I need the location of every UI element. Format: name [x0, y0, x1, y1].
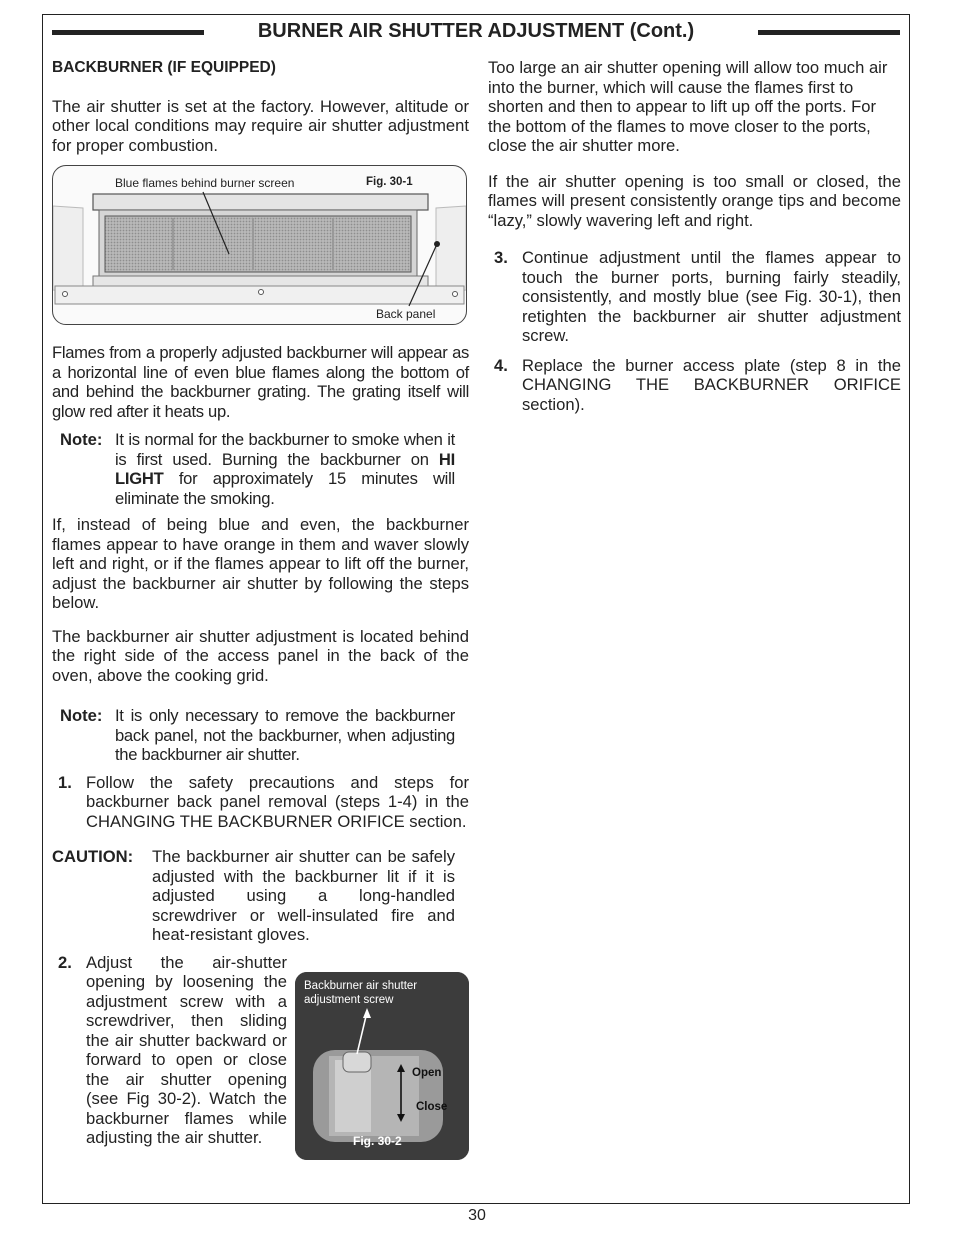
left-column: [52, 58, 469, 1160]
flames-paragraph: Flames from a properly adjusted backburner will appear as a horizontal line of even blue flames along the bottom of and behind the backburner grating. The grating itself will glow red after it heats up.: [52, 343, 469, 421]
step-4: [494, 356, 901, 415]
note-smoke: [60, 430, 455, 508]
page-number: 30: [468, 1207, 486, 1224]
step-text: Adjust the air-shutter opening by loosening the adjustment screw with a screwdriver, then sliding the air shutter backward or forward to open or close the air shutter opening (see Fig 30-2). Watch the backburner flames while adjusting the air shutter.: [86, 952, 287, 1147]
step-2: [58, 953, 469, 1160]
page-title: BURNER AIR SHUTTER ADJUSTMENT (Cont.): [52, 17, 900, 45]
fig2-screw-label: Backburner air shutter adjustment screw: [304, 979, 418, 1006]
note-panel: [60, 706, 455, 765]
fig1-id: Fig. 30-1: [366, 176, 413, 188]
located-paragraph: The backburner air shutter adjustment is located behind the right side of the access panel in the back of the oven, above the cooking grid.: [52, 626, 469, 685]
fig2-id: Fig. 30-2: [353, 1133, 402, 1148]
step-number: 3.: [494, 248, 508, 267]
intro-paragraph: The air shutter is set at the factory. However, altitude or other local conditions may require air shutter adjustment for proper combustion.: [52, 96, 469, 155]
caution-text: The backburner air shutter can be safely adjusted with the backburner lit if it is adjusted using a long-handled screwdriver or well-insulated fire and heat-resistant gloves.: [152, 847, 455, 944]
step-3: [494, 248, 901, 346]
step-number: 4.: [494, 355, 508, 375]
instead-paragraph: If, instead of being blue and even, the backburner flames appear to have orange in them and waver slowly left and right, or if the flames appear to lift off the burner, adjust the backburner air shutter by following the steps below.: [52, 515, 469, 612]
caution-block: [52, 847, 455, 945]
right-column: [488, 58, 901, 414]
note2-text: It is only necessary to remove the backburner back panel, not the backburner, when adjusting the backburner air shutter.: [115, 706, 455, 764]
step-text: Follow the safety precautions and steps for backburner back panel removal (steps 1-4) in the CHANGING THE BACKBURNER ORIFICE section.: [86, 772, 469, 831]
subheading: BACKBURNER (IF EQUIPPED): [52, 59, 276, 76]
fig2-open-label: Open: [412, 1066, 442, 1079]
step-number: 1.: [58, 772, 72, 792]
step-2-body: [86, 953, 469, 1160]
too-small-paragraph: If the air shutter opening is too small or closed, the flames will present consistently orange tips and become “lazy,” slowly wavering left and right.: [488, 171, 901, 230]
fig1-flames-label: Blue flames behind burner screen: [115, 176, 295, 190]
caution-label: CAUTION:: [52, 847, 134, 866]
figure-30-2: [295, 972, 469, 1160]
fig2-close-label: Close: [416, 1100, 448, 1113]
step-text: Continue adjustment until the flames appear to touch the burner ports, burning fairly steadily, consistently, and mostly blue (see Fig. 30-1), then retighten the backburner air shutter adjustment screw.: [522, 248, 901, 345]
section-header: [52, 17, 900, 45]
step-1: [58, 773, 469, 832]
too-large-paragraph: Too large an air shutter opening will allow too much air into the burner, which will cause the flames first to shorten and then to appear to lift up off the ports. For the bottom of the flames to move closer to the ports, close the air shutter more.: [488, 58, 888, 155]
step-text: Replace the burner access plate (step 8 in the CHANGING THE BACKBURNER ORIFICE section).: [522, 355, 901, 414]
step-number: 2.: [58, 952, 72, 972]
note-text-b: for approximately 15 minutes will eliminate the smoking.: [115, 469, 455, 508]
note-bold: HI LIGHT: [115, 449, 455, 488]
note-text: [115, 430, 455, 508]
figure-30-1: [52, 165, 467, 325]
note2-label: Note:: [60, 706, 103, 725]
note-label: Note:: [60, 430, 103, 449]
fig1-back-panel-label: Back panel: [376, 307, 436, 321]
note-text-a: It is normal for the backburner to smoke when it is first used. Burning the backburner on: [115, 430, 455, 469]
